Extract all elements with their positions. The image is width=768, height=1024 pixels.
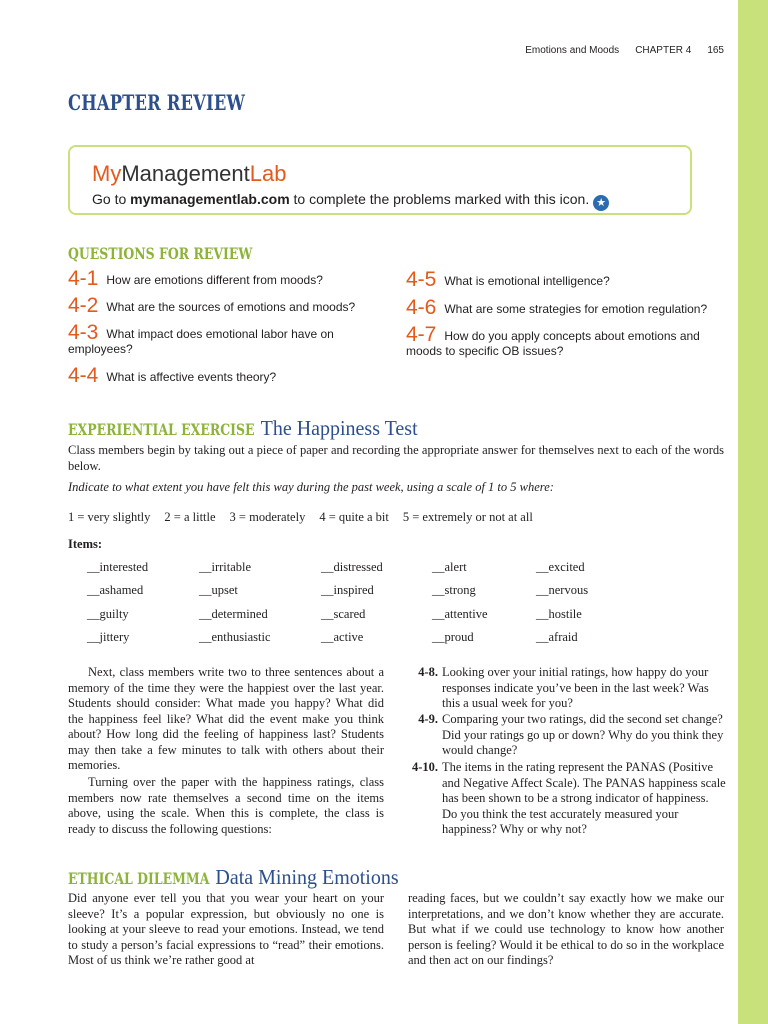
question-number: 4-9. bbox=[418, 712, 438, 726]
question-4-6 bbox=[406, 296, 726, 319]
ethical-label: ETHICAL DILEMMA bbox=[68, 869, 210, 888]
page-edge-tab bbox=[738, 0, 768, 1024]
item: __determined bbox=[199, 607, 268, 621]
question-4-4 bbox=[68, 364, 388, 387]
ethical-title: Data Mining Emotions bbox=[215, 865, 399, 889]
question-text: What are the sources of emotions and moods? bbox=[106, 300, 356, 314]
exercise-instruction: Indicate to what extent you have felt this way during the past week, using a scale of 1 to 5 where: bbox=[68, 480, 554, 494]
question-number: 4-3 bbox=[68, 321, 99, 344]
question-number: 4-1 bbox=[68, 267, 99, 290]
question-number: 4-2 bbox=[68, 294, 99, 317]
exercise-question-4-10 bbox=[404, 760, 726, 838]
question-text: What are some strategies for emotion regulation? bbox=[444, 302, 708, 316]
question-text: What impact does emotional labor have on employees? bbox=[68, 327, 334, 356]
question-text: What is emotional intelligence? bbox=[444, 274, 610, 288]
running-head bbox=[420, 45, 724, 56]
item: __hostile bbox=[536, 607, 582, 621]
items-label: Items: bbox=[68, 537, 103, 551]
logo-my: My bbox=[92, 161, 122, 186]
question-text: Looking over your initial ratings, how happy do your responses indicate you’ve been in the last week? Was this a usual week for you? bbox=[442, 665, 709, 710]
exercise-intro: Class members begin by taking out a piece of paper and recording the appropriate answer for themselves next to each of the words below. bbox=[68, 443, 724, 473]
experiential-exercise-heading bbox=[68, 416, 418, 441]
scale-3: 3 = moderately bbox=[229, 510, 306, 524]
question-number: 4-4 bbox=[68, 364, 99, 387]
item: __interested bbox=[87, 560, 149, 574]
exercise-paragraph-1: Next, class members write two to three sentences about a memory of the time they were the happiest over the last year. Students should consider: What made you happy? What did the happiness feel like? What did the event make you think about? How long did the feeling of happiness last? Students may then take a few minutes to talk with others about their memories. bbox=[68, 665, 384, 772]
item: __scared bbox=[321, 607, 366, 621]
scale-2: 2 = a little bbox=[164, 510, 216, 524]
item: __inspired bbox=[321, 583, 374, 597]
question-4-2 bbox=[68, 294, 388, 317]
item: __nervous bbox=[536, 583, 589, 597]
questions-heading: QUESTIONS FOR REVIEW bbox=[68, 244, 253, 263]
mymanagementlab-box bbox=[68, 145, 692, 215]
question-text: How do you apply concepts about emotions and moods to specific OB issues? bbox=[406, 329, 700, 358]
item: __active bbox=[321, 630, 364, 644]
ethical-dilemma-heading bbox=[68, 865, 399, 890]
item: __ashamed bbox=[87, 583, 144, 597]
exercise-title: The Happiness Test bbox=[260, 416, 418, 440]
rating-scale bbox=[68, 510, 547, 525]
item: __irritable bbox=[199, 560, 252, 574]
item: __jittery bbox=[87, 630, 130, 644]
mymanagementlab-link[interactable]: mymanagementlab.com bbox=[130, 191, 290, 207]
star-badge-icon: ★ bbox=[593, 195, 609, 211]
question-text: How are emotions different from moods? bbox=[106, 273, 323, 287]
exercise-question-4-8 bbox=[404, 665, 726, 712]
mymanagementlab-instruction bbox=[92, 191, 609, 211]
question-text: Comparing your two ratings, did the second set change? Did your ratings go up or down? Why do you think they would change? bbox=[442, 712, 724, 757]
chapter-review-title: CHAPTER REVIEW bbox=[68, 90, 246, 115]
instruction-suffix: to complete the problems marked with this icon. bbox=[289, 191, 590, 207]
item: __proud bbox=[432, 630, 474, 644]
question-number: 4-7 bbox=[406, 323, 437, 346]
question-number: 4-6 bbox=[406, 296, 437, 319]
page-number: 165 bbox=[707, 45, 724, 56]
ethical-paragraph-col2: reading faces, but we couldn’t say exactly how we make our interpretations, and we don’t know whether they are accurate. But what if we could use technology to know how another person is feeling? Would it be ethical to do so in the workplace and then act on our findings? bbox=[408, 891, 724, 967]
item: __upset bbox=[199, 583, 238, 597]
scale-5: 5 = extremely or not at all bbox=[402, 510, 533, 524]
question-text: What is affective events theory? bbox=[106, 370, 277, 384]
exercise-paragraph-2: Turning over the paper with the happiness ratings, class members now rate themselves a second time on the items above, using the scale. When this is complete, the class is ready to discuss the following questions: bbox=[68, 775, 384, 836]
question-4-1 bbox=[68, 267, 388, 290]
logo-lab: Lab bbox=[249, 161, 287, 186]
exercise-question-4-9 bbox=[404, 712, 726, 759]
item: __afraid bbox=[536, 630, 578, 644]
item: __enthusiastic bbox=[199, 630, 271, 644]
item: __guilty bbox=[87, 607, 129, 621]
item: __distressed bbox=[321, 560, 383, 574]
question-4-5 bbox=[406, 268, 726, 291]
question-number: 4-8. bbox=[418, 665, 438, 679]
ethical-paragraph-col1: Did anyone ever tell you that you wear your heart on your sleeve? It’s a popular expression, but obviously no one is looking at your sleeve to read your emotions. Instead, we tend to study a person’s facial expressions to “read” their emotions. Most of us think we’re rather good at bbox=[68, 891, 384, 967]
question-4-7 bbox=[406, 323, 726, 359]
question-number: 4-5 bbox=[406, 268, 437, 291]
running-head-section: Emotions and Moods bbox=[525, 45, 620, 56]
running-head-chapter: CHAPTER 4 bbox=[635, 45, 692, 56]
instruction-prefix: Go to bbox=[92, 191, 131, 207]
item: __excited bbox=[536, 560, 585, 574]
item: __attentive bbox=[432, 607, 488, 621]
question-text: The items in the rating represent the PANAS (Positive and Negative Affect Scale). The PANAS happiness scale has been shown to be a strong indicator of happiness. Do you think the test accurately measured your happiness? Why or why not? bbox=[442, 760, 726, 836]
question-4-3 bbox=[68, 321, 378, 357]
logo-management: Management bbox=[121, 161, 250, 186]
question-number: 4-10. bbox=[411, 760, 438, 774]
mymanagementlab-logo bbox=[92, 161, 286, 187]
item: __strong bbox=[432, 583, 476, 597]
item: __alert bbox=[432, 560, 467, 574]
scale-1: 1 = very slightly bbox=[68, 510, 151, 524]
scale-4: 4 = quite a bit bbox=[319, 510, 389, 524]
exercise-label: EXPERIENTIAL EXERCISE bbox=[68, 420, 255, 439]
